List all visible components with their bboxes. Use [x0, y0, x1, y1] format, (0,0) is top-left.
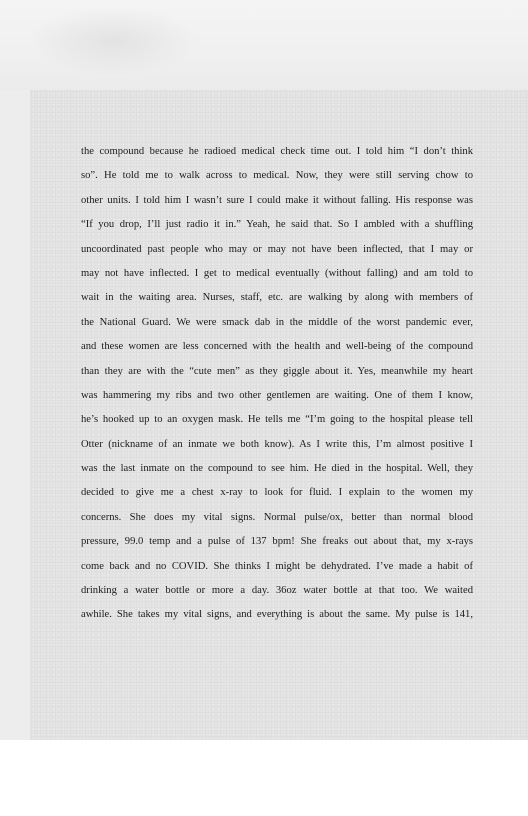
text-line: pressure, 99.0 temp and a pulse of 137 bpm! She freaks out about that, my x-rays — [81, 536, 473, 548]
body-text — [81, 140, 473, 628]
text-line: the National Guard. We were smack dab in the middle of the worst pandemic ever, — [81, 316, 473, 328]
text-line: the compound because he radioed medical check time out. I told him “I don’t think — [81, 146, 473, 157]
scan-top-margin — [0, 0, 528, 90]
text-line: than they are with the “cute men” as they giggle about it. Yes, meanwhile my heart — [81, 365, 473, 377]
text-line: other units. I told him I wasn’t sure I could make it without falling. His response was — [81, 194, 473, 206]
text-line: Otter (nickname of an inmate we both know). As I write this, I’m almost positive I — [81, 438, 473, 450]
text-line: uncoordinated past people who may or may not have been inflected, that I may or — [81, 243, 473, 255]
text-line: and these women are less concerned with the health and well-being of the compound — [81, 341, 473, 353]
text-line: so”. He told me to walk across to medical. Now, they were still serving chow to — [81, 170, 473, 182]
text-line: was hammering my ribs and two other gentlemen are waiting. One of them I know, — [81, 389, 473, 401]
text-line: decided to give me a chest x-ray to look for fluid. I explain to the women my — [81, 487, 473, 499]
text-line: “If you drop, I’ll just radio it in.” Yeah, he said that. So I ambled with a shuffling — [81, 219, 473, 231]
text-line: awhile. She takes my vital signs, and everything is about the same. My pulse is 141, — [81, 609, 473, 621]
text-line: he’s hooked up to an oxygen mask. He tells me “I’m going to the hospital please tell — [81, 414, 473, 426]
text-line: concerns. She does my vital signs. Normal pulse/ox, better than normal blood — [81, 511, 473, 523]
text-line: may not have inflected. I get to medical eventually (without falling) and am told to — [81, 267, 473, 279]
text-line: wait in the waiting area. Nurses, staff, etc. are walking by along with members of — [81, 292, 473, 304]
scan-smudge — [28, 6, 198, 76]
scan-left-margin — [0, 90, 30, 740]
text-line: was the last inmate on the compound to see him. He died in the hospital. Well, they — [81, 463, 473, 475]
text-line: come back and no COVID. She thinks I might be dehydrated. I’ve made a habit of — [81, 560, 473, 572]
scan-bottom-margin — [0, 740, 528, 816]
text-line: drinking a water bottle or more a day. 36oz water bottle at that too. We waited — [81, 585, 473, 597]
